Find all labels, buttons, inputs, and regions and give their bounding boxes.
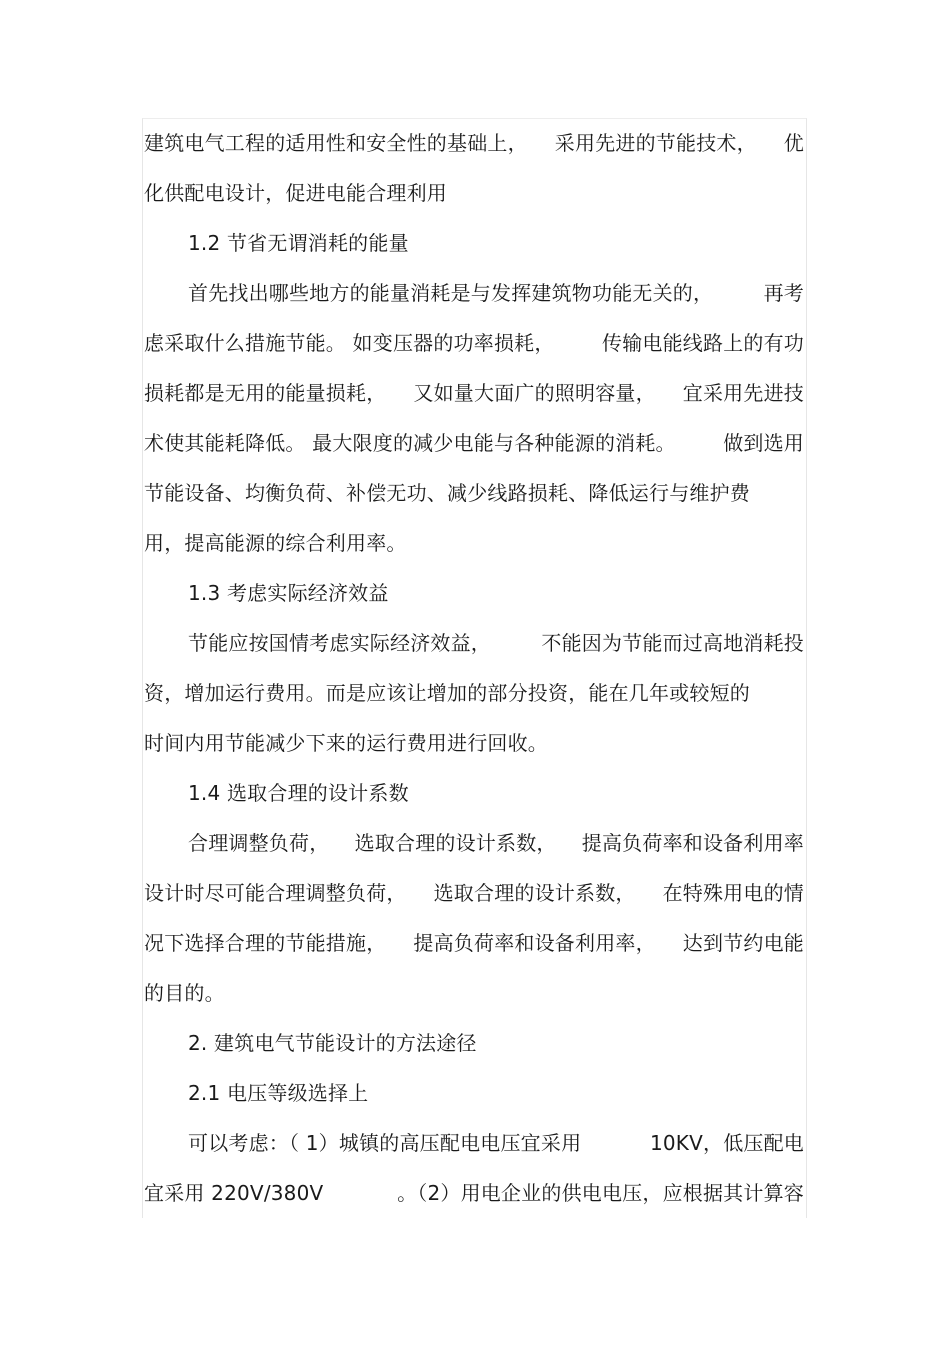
text-segment: 资，增加运行费用。而是应该让增加的部分投资，能在几年或较短的 xyxy=(144,681,750,705)
text-line xyxy=(144,730,804,756)
text-segment: 又如量大面广的照明容量， xyxy=(413,381,656,405)
text-segment: 时间内用节能减少下来的运行费用进行回收。 xyxy=(144,731,548,755)
text-segment: 选取合理的设计系数， xyxy=(354,831,557,855)
heading-text: 1.2 节省无谓消耗的能量 xyxy=(188,231,409,255)
text-segment: 优 xyxy=(783,131,804,155)
text-segment: 的目的。 xyxy=(144,981,225,1005)
text-segment: 用，提高能源的综合利用率。 xyxy=(144,531,407,555)
text-segment: 化供配电设计，促进电能合理利用 xyxy=(144,181,447,205)
section-heading xyxy=(188,1080,804,1106)
text-line xyxy=(144,880,804,906)
heading-text: 1.3 考虑实际经济效益 xyxy=(188,581,389,605)
text-line xyxy=(144,530,804,556)
text-line xyxy=(188,280,804,306)
section-heading xyxy=(188,780,804,806)
text-segment: 再考 xyxy=(763,281,804,305)
heading-text: 2.1 电压等级选择上 xyxy=(188,1081,369,1105)
text-segment: 做到选用 xyxy=(723,431,804,455)
text-segment: 采用先进的节能技术， xyxy=(554,131,757,155)
text-line xyxy=(188,1130,804,1156)
text-line xyxy=(144,430,804,456)
text-segment: 选取合理的设计系数， xyxy=(433,881,636,905)
text-line xyxy=(144,130,804,156)
text-segment: 况下选择合理的节能措施， xyxy=(144,931,387,955)
section-heading xyxy=(188,580,804,606)
text-line xyxy=(144,480,804,506)
text-segment: 10KV，低压配电 xyxy=(649,1131,804,1155)
text-segment: 不能因为节能而过高地消耗投 xyxy=(541,631,804,655)
heading-text: 2. 建筑电气节能设计的方法途径 xyxy=(188,1031,477,1055)
text-line xyxy=(188,830,804,856)
text-line xyxy=(144,1180,804,1206)
text-segment: 提高负荷率和设备利用率 xyxy=(581,831,804,855)
text-line xyxy=(188,630,804,656)
text-segment: 达到节约电能 xyxy=(682,931,804,955)
text-segment: 可以考虑：（ 1）城镇的高压配电电压宜采用 xyxy=(188,1131,582,1155)
text-line xyxy=(144,180,804,206)
text-segment: 在特殊用电的情 xyxy=(662,881,804,905)
text-segment: 设计时尽可能合理调整负荷， xyxy=(144,881,407,905)
text-segment: 损耗都是无用的能量损耗， xyxy=(144,381,387,405)
text-segment: 节能应按国情考虑实际经济效益， xyxy=(188,631,491,655)
text-segment: 节能设备、均衡负荷、补偿无功、减少线路损耗、降低运行与维护费 xyxy=(144,481,750,505)
heading-text: 1.4 选取合理的设计系数 xyxy=(188,781,409,805)
text-line xyxy=(144,930,804,956)
text-segment: 宜采用 220V/380V xyxy=(144,1181,324,1205)
text-line xyxy=(144,380,804,406)
text-line xyxy=(144,330,804,356)
section-heading xyxy=(188,1030,804,1056)
text-segment: 。（2）用电企业的供电电压，应根据其计算容 xyxy=(397,1181,804,1205)
text-segment: 合理调整负荷， xyxy=(188,831,330,855)
text-segment: 首先找出哪些地方的能量消耗是与发挥建筑物功能无关的， xyxy=(188,281,714,305)
text-segment: 虑采取什么措施节能。 如变压器的功率损耗， xyxy=(144,331,555,355)
text-segment: 提高负荷率和设备利用率， xyxy=(413,931,656,955)
text-line xyxy=(144,680,804,706)
text-segment: 传输电能线路上的有功 xyxy=(602,331,804,355)
text-line xyxy=(144,980,804,1006)
text-segment: 术使其能耗降低。 最大限度的减少电能与各种能源的消耗。 xyxy=(144,431,676,455)
text-segment: 建筑电气工程的适用性和安全性的基础上， xyxy=(144,131,528,155)
text-segment: 宜采用先进技 xyxy=(682,381,804,405)
section-heading xyxy=(188,230,804,256)
